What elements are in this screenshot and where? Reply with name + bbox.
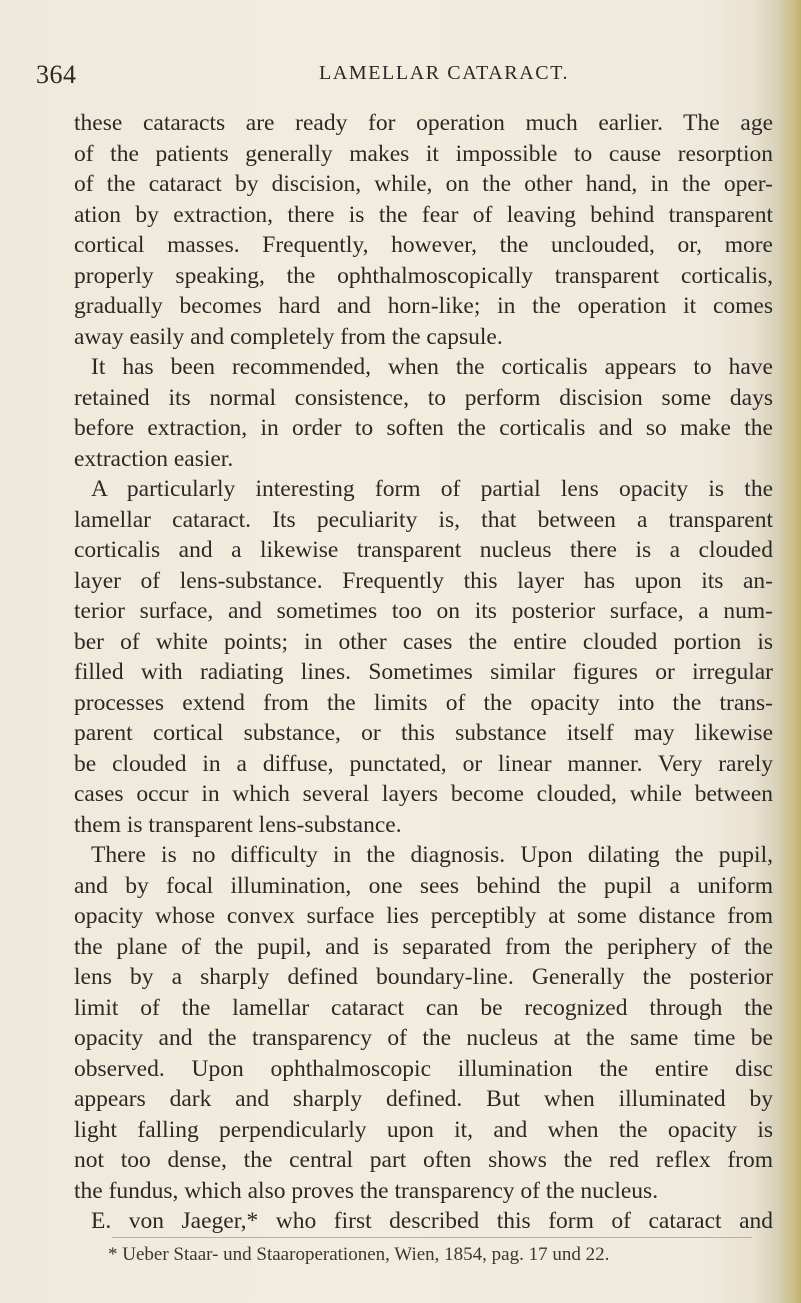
text-line: processes extend from the limits of the opacity into the trans-: [74, 689, 773, 716]
text-line: observed. Upon ophthalmoscopic illumination the entire disc: [74, 1055, 773, 1082]
text-line: away easily and completely from the capsule.: [74, 323, 503, 350]
text-line: layer of lens-substance. Frequently this layer has upon its an-: [74, 567, 773, 594]
text-line: the fundus, which also proves the transparency of the nucleus.: [74, 1177, 659, 1204]
footnote-divider: [112, 1237, 752, 1238]
text-line: There is no difficulty in the diagnosis. Upon dilating the pupil,: [91, 842, 773, 868]
text-line: properly speaking, the ophthalmoscopically transparent corticalis,: [74, 262, 773, 289]
text-line: of the patients generally makes it impossible to cause resorption: [74, 140, 773, 167]
text-line: ation by extraction, there is the fear of leaving behind transparent: [74, 201, 773, 228]
text-line: extraction easier.: [74, 445, 234, 472]
text-line: not too dense, the central part often shows the red reflex from: [74, 1147, 773, 1173]
text-line: terior surface, and sometimes too on its posterior surface, a num-: [74, 598, 773, 624]
text-line: filled with radiating lines. Sometimes similar figures or irregular: [74, 659, 773, 685]
text-line: of the cataract by discision, while, on the other hand, in the oper-: [74, 171, 773, 197]
text-line: corticalis and a likewise transparent nucleus there is a clouded: [74, 537, 773, 563]
page-number: 364: [36, 60, 77, 89]
footnote: * Ueber Staar- und Staaroperationen, Wien, 1854, pag. 17 und 22.: [108, 1244, 610, 1265]
text-line: them is transparent lens-substance.: [74, 811, 402, 838]
text-line: lens by a sharply defined boundary-line. Generally the posterior: [74, 964, 773, 990]
text-line: light falling perpendicularly upon it, and when the opacity is: [74, 1116, 773, 1143]
text-line: It has been recommended, when the corticalis appears to have: [91, 354, 773, 380]
running-head: [36, 58, 766, 98]
running-title: LAMELLAR CATARACT.: [319, 62, 570, 84]
text-line: opacity and the transparency of the nucleus at the same time be: [74, 1025, 773, 1051]
text-line: opacity whose convex surface lies perceptibly at some distance from: [74, 903, 773, 929]
text-line: ber of white points; in other cases the entire clouded portion is: [74, 628, 773, 655]
text-line: cases occur in which several layers become clouded, while between: [74, 781, 773, 807]
text-line: appears dark and sharply defined. But when illuminated by: [74, 1086, 773, 1112]
body-text: [74, 108, 773, 1237]
text-line: E. von Jaeger,* who first described this form of cataract and: [91, 1208, 773, 1234]
text-line: the plane of the pupil, and is separated from the periphery of the: [74, 933, 773, 960]
text-line: retained its normal consistence, to perform discision some days: [74, 384, 773, 411]
text-line: limit of the lamellar cataract can be recognized through the: [74, 994, 773, 1021]
text-line: gradually becomes hard and horn-like; in the operation it comes: [74, 293, 773, 319]
page-edge: [779, 0, 801, 1303]
text-line: cortical masses. Frequently, however, the unclouded, or, more: [74, 232, 773, 258]
text-line: be clouded in a diffuse, punctated, or linear manner. Very rarely: [74, 750, 773, 777]
text-line: parent cortical substance, or this substance itself may likewise: [74, 720, 773, 746]
text-line: lamellar cataract. Its peculiarity is, that between a transparent: [74, 506, 773, 533]
text-line: and by focal illumination, one sees behind the pupil a uniform: [74, 872, 773, 899]
text-line: A particularly interesting form of partial lens opacity is the: [91, 476, 773, 502]
text-line: these cataracts are ready for operation much earlier. The age: [74, 110, 773, 136]
text-line: before extraction, in order to soften the corticalis and so make the: [74, 415, 773, 441]
